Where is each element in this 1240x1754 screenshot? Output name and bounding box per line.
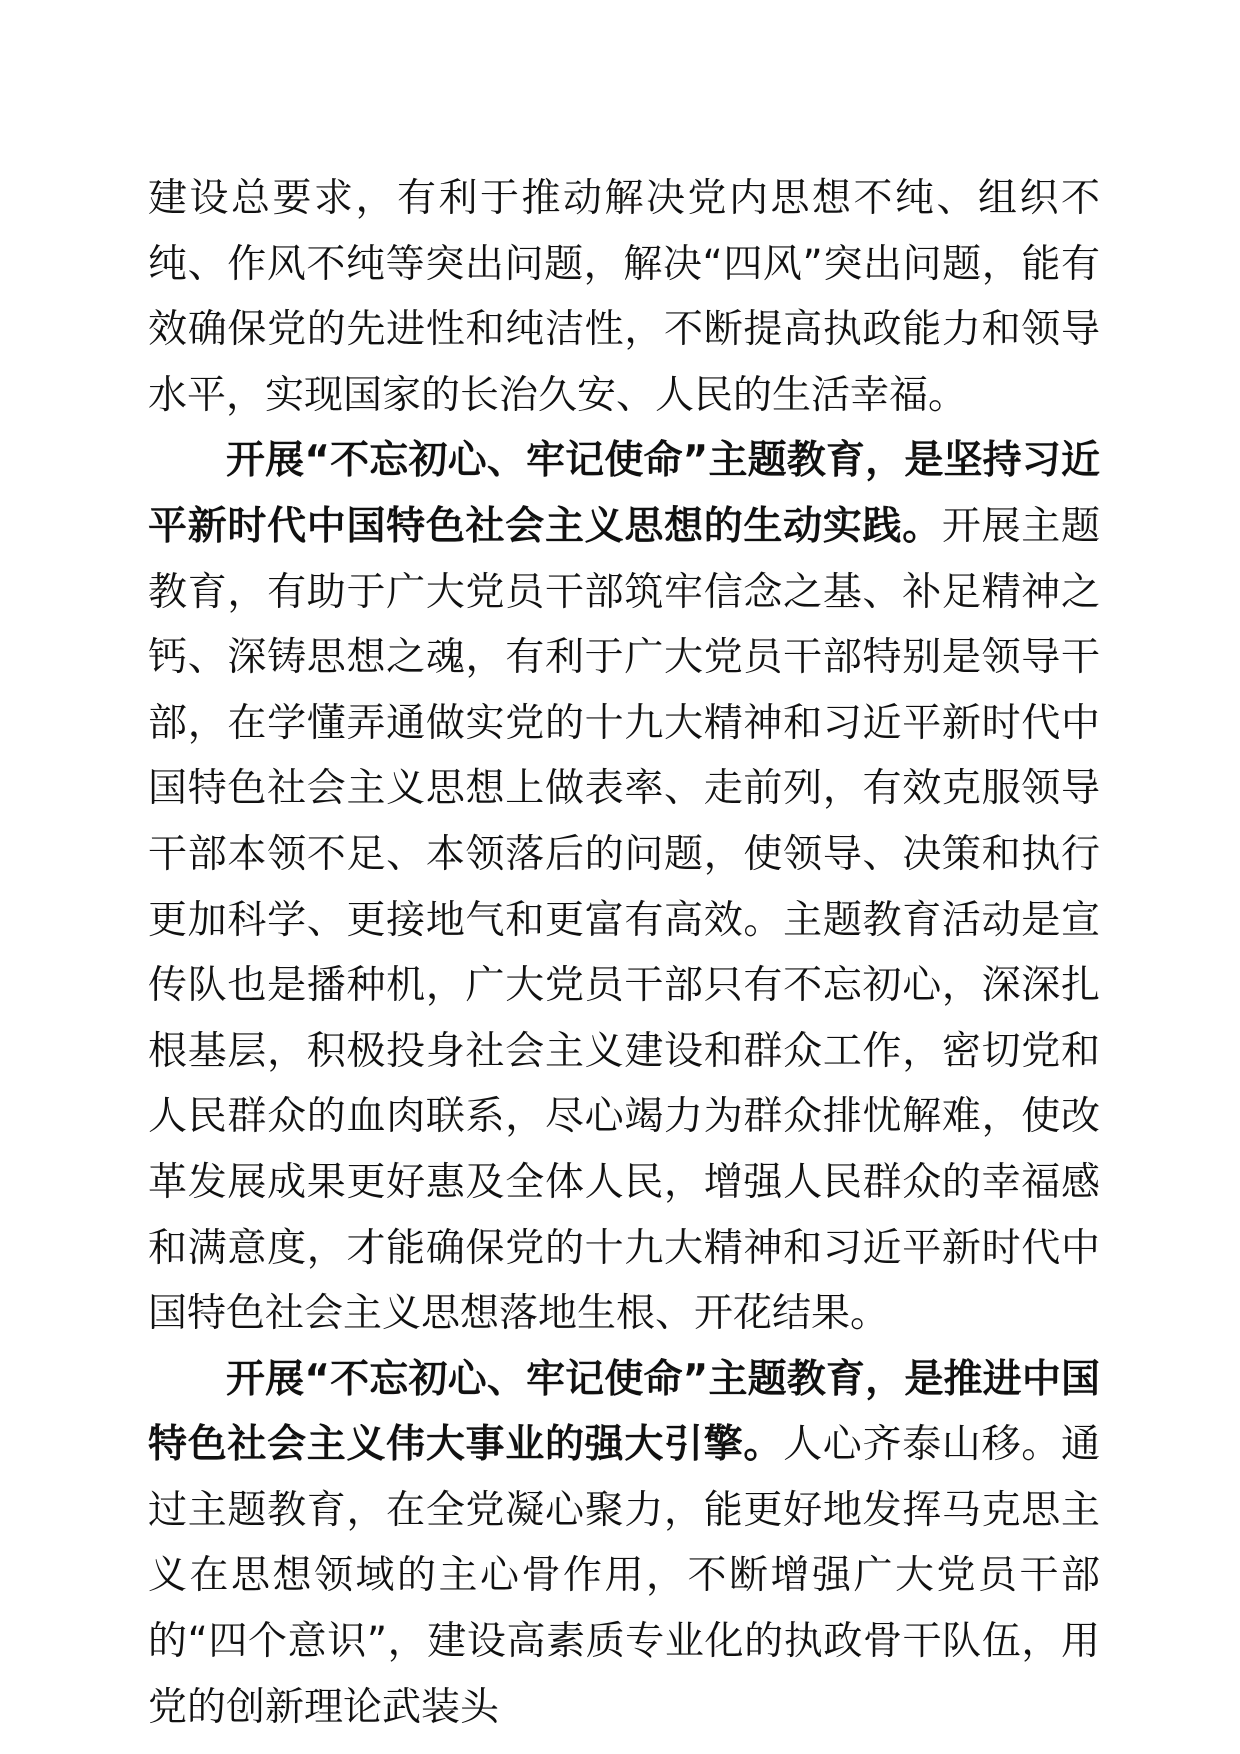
paragraph-3-lead: 开展“不忘初心、牢记使命”主题教育，是推进中国特色社会主义伟大事业的强大引擎。 [148,1356,1100,1468]
document-body [148,166,1100,1740]
paragraph-2 [148,428,1100,1346]
paragraph-2-lead: 开展“不忘初心、牢记使命”主题教育，是坚持习近平新时代中国特色社会主义思想的生动实践。 [148,438,1100,549]
paragraph-3-text: 人心齐泰山移。通过主题教育，在全党凝心聚力，能更好地发挥马克思主义在思想领域的主心骨作用，不断增强广大党员干部的“四个意识”，建设高素质专业化的执政骨干队伍，用党的创新理论武装头 [148,1422,1100,1730]
paragraph-3 [148,1347,1100,1741]
paragraph-1-text: 建设总要求，有利于推动解决党内思想不纯、组织不纯、作风不纯等突出问题，解决“四风”突出问题，能有效确保党的先进性和纯洁性，不断提高执政能力和领导水平，实现国家的长治久安、人民的生活幸福。 [148,176,1100,418]
paragraph-2-text: 开展主题教育，有助于广大党员干部筑牢信念之基、补足精神之钙、深铸思想之魂，有利于广大党员干部特别是领导干部，在学懂弄通做实党的十九大精神和习近平新时代中国特色社会主义思想上做表率、走前列，有效克服领导干部本领不足、本领落后的问题，使领导、决策和执行更加科学、更接地气和更富有高效。主题教育活动是宣传队也是播种机，广大党员干部只有不忘初心，深深扎根基层，积极投身社会主义建设和群众工作，密切党和人民群众的血肉联系，尽心竭力为群众排忧解难，使改革发展成果更好惠及全体人民，增强人民群众的幸福感和满意度，才能确保党的十九大精神和习近平新时代中国特色社会主义思想落地生根、开花结果。 [148,503,1100,1337]
paragraph-1 [148,166,1100,428]
